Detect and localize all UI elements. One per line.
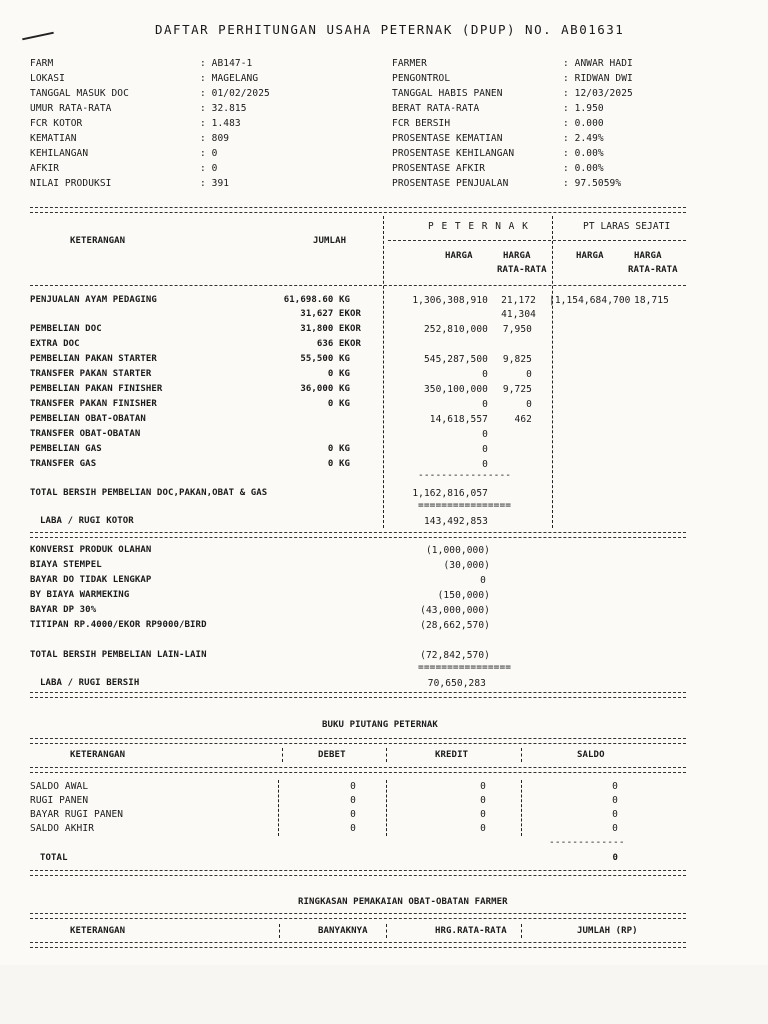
column-header-keterangan: KETERANGAN xyxy=(70,236,126,246)
column-divider xyxy=(279,924,280,938)
row-harga: 0 xyxy=(482,399,488,410)
header-label: LOKASI xyxy=(30,73,65,84)
subtotal-rule: ---------------- xyxy=(418,470,512,481)
row-value: 0 xyxy=(480,575,486,586)
row-avg: 462 xyxy=(514,414,532,425)
total-value: 70,650,283 xyxy=(427,678,486,689)
column-divider xyxy=(521,748,522,762)
column-header-pt: PT LARAS SEJATI xyxy=(583,221,671,232)
column-divider xyxy=(278,780,279,836)
header-label: AFKIR xyxy=(30,163,60,174)
header-value: : 0.000 xyxy=(563,118,604,129)
rule xyxy=(388,240,686,241)
total-label: TOTAL xyxy=(40,853,68,863)
column-header: KETERANGAN xyxy=(70,926,126,936)
row-label: BY BIAYA WARMEKING xyxy=(30,590,130,600)
header-value: : 1.950 xyxy=(563,103,604,114)
row-debet: 0 xyxy=(350,823,356,834)
row-qty: 55,500 KG xyxy=(300,354,350,364)
column-header: HRG.RATA-RATA xyxy=(435,926,507,936)
header-value: : 1.483 xyxy=(200,118,241,129)
column-header-jumlah: JUMLAH xyxy=(313,236,347,246)
row-qty: 0 KG xyxy=(327,369,350,379)
header-value: : 391 xyxy=(200,178,230,189)
row-qty: 61,698.60 KG xyxy=(283,295,350,305)
row-label: PEMBELIAN PAKAN STARTER xyxy=(30,354,157,364)
row-label: RUGI PANEN xyxy=(30,795,89,806)
section-title: BUKU PIUTANG PETERNAK xyxy=(322,720,438,730)
row-kredit: 0 xyxy=(480,809,486,820)
row-pt-avg: 18,715 xyxy=(634,295,669,306)
row-saldo: 0 xyxy=(612,823,618,834)
row-harga: 350,100,000 xyxy=(423,384,488,395)
header-label: FARMER xyxy=(392,58,427,69)
row-label: EXTRA DOC xyxy=(30,339,80,349)
double-rule xyxy=(30,738,686,744)
column-header: BANYAKNYA xyxy=(318,926,368,936)
header-label: PROSENTASE PENJUALAN xyxy=(392,178,509,189)
header-value: : 0.00% xyxy=(563,148,604,159)
row-label: BIAYA STEMPEL xyxy=(30,560,102,570)
total-label: TOTAL BERSIH PEMBELIAN DOC,PAKAN,OBAT & GAS xyxy=(30,488,268,498)
column-header: KREDIT xyxy=(435,750,469,760)
column-divider xyxy=(386,780,387,836)
column-divider xyxy=(282,748,283,762)
total-label: LABA / RUGI KOTOR xyxy=(40,516,134,526)
row-harga: 0 xyxy=(482,429,488,440)
row-label: TRANSFER PAKAN FINISHER xyxy=(30,399,157,409)
column-divider xyxy=(552,216,553,528)
row-qty: 0 KG xyxy=(327,459,350,469)
row-label: BAYAR DO TIDAK LENGKAP xyxy=(30,575,152,585)
header-value: : 809 xyxy=(200,133,230,144)
header-label: FCR KOTOR xyxy=(30,118,83,129)
row-harga: 0 xyxy=(482,444,488,455)
row-avg: 21,172 xyxy=(501,295,536,306)
header-label: TANGGAL HABIS PANEN xyxy=(392,88,503,99)
row-qty: 31,627 EKOR xyxy=(300,309,361,319)
double-rule xyxy=(30,692,686,698)
row-label: TITIPAN RP.4000/EKOR RP9000/BIRD xyxy=(30,620,207,630)
header-label: FCR BERSIH xyxy=(392,118,451,129)
double-rule xyxy=(30,913,686,919)
row-debet: 0 xyxy=(350,795,356,806)
column-header: DEBET xyxy=(318,750,346,760)
row-kredit: 0 xyxy=(480,823,486,834)
header-label: FARM xyxy=(30,58,54,69)
subtotal-rule: ------------- xyxy=(549,837,625,848)
header-label: PENGONTROL xyxy=(392,73,451,84)
row-label: PEMBELIAN PAKAN FINISHER xyxy=(30,384,163,394)
rule xyxy=(30,285,686,286)
row-label: PEMBELIAN DOC xyxy=(30,324,102,334)
row-avg: 41,304 xyxy=(501,309,536,320)
row-label: PEMBELIAN GAS xyxy=(30,444,102,454)
total-value: 1,162,816,057 xyxy=(412,488,488,499)
row-value: (30,000) xyxy=(443,560,490,571)
double-rule xyxy=(30,532,686,538)
column-header-harga-rata: HARGA xyxy=(503,251,531,261)
row-harga: 252,810,000 xyxy=(423,324,488,335)
row-saldo: 0 xyxy=(612,781,618,792)
total-label: LABA / RUGI BERSIH xyxy=(40,678,140,688)
row-qty: 0 KG xyxy=(327,444,350,454)
row-label: PENJUALAN AYAM PEDAGING xyxy=(30,295,157,305)
header-label: NILAI PRODUKSI xyxy=(30,178,112,189)
column-header-pt-harga-rata: RATA-RATA xyxy=(628,265,678,275)
row-debet: 0 xyxy=(350,781,356,792)
document-title: DAFTAR PERHITUNGAN USAHA PETERNAK (DPUP) NO. AB01631 xyxy=(155,22,625,37)
column-header: JUMLAH (RP) xyxy=(577,926,638,936)
row-avg: 7,950 xyxy=(502,324,532,335)
row-avg: 9,725 xyxy=(502,384,532,395)
row-label: PEMBELIAN OBAT-OBATAN xyxy=(30,414,146,424)
header-value: : MAGELANG xyxy=(200,73,259,84)
total-label: TOTAL BERSIH PEMBELIAN LAIN-LAIN xyxy=(30,650,207,660)
column-header-peternak: P E T E R N A K xyxy=(428,221,529,232)
header-value: : 2.49% xyxy=(563,133,604,144)
column-divider xyxy=(521,780,522,836)
row-avg: 0 xyxy=(526,399,532,410)
column-header-pt-harga: HARGA xyxy=(576,251,604,261)
row-qty: 36,000 KG xyxy=(300,384,350,394)
subtotal-rule: ================ xyxy=(418,500,512,511)
row-debet: 0 xyxy=(350,809,356,820)
header-label: TANGGAL MASUK DOC xyxy=(30,88,129,99)
row-harga: 1,306,308,910 xyxy=(412,295,488,306)
header-value: : 0 xyxy=(200,148,218,159)
header-value: : 12/03/2025 xyxy=(563,88,633,99)
header-label: PROSENTASE KEMATIAN xyxy=(392,133,503,144)
double-rule xyxy=(30,870,686,876)
column-header-harga-rata: RATA-RATA xyxy=(497,265,547,275)
header-value: : RIDWAN DWI xyxy=(563,73,633,84)
column-header: SALDO xyxy=(577,750,605,760)
column-header-harga: HARGA xyxy=(445,251,473,261)
header-label: UMUR RATA-RATA xyxy=(30,103,112,114)
header-label: BERAT RATA-RATA xyxy=(392,103,480,114)
row-label: TRANSFER OBAT-OBATAN xyxy=(30,429,141,439)
column-divider xyxy=(386,748,387,762)
row-value: (28,662,570) xyxy=(420,620,490,631)
section-title: RINGKASAN PEMAKAIAN OBAT-OBATAN FARMER xyxy=(298,897,508,907)
row-label: TRANSFER GAS xyxy=(30,459,97,469)
subtotal-rule: ================ xyxy=(418,662,512,673)
header-label: PROSENTASE AFKIR xyxy=(392,163,486,174)
row-label: TRANSFER PAKAN STARTER xyxy=(30,369,152,379)
double-rule xyxy=(30,767,686,773)
row-label: BAYAR RUGI PANEN xyxy=(30,809,124,820)
row-kredit: 0 xyxy=(480,795,486,806)
row-kredit: 0 xyxy=(480,781,486,792)
column-divider xyxy=(383,216,384,528)
header-value: : 97.5059% xyxy=(563,178,622,189)
row-avg: 0 xyxy=(526,369,532,380)
row-harga: 0 xyxy=(482,459,488,470)
total-value: 0 xyxy=(612,853,618,863)
row-saldo: 0 xyxy=(612,809,618,820)
column-header: KETERANGAN xyxy=(70,750,126,760)
row-avg: 9,825 xyxy=(502,354,532,365)
row-pt-harga: |1,154,684,700 xyxy=(549,295,631,306)
header-value: : AB147-1 xyxy=(200,58,253,69)
row-qty: 31,800 EKOR xyxy=(300,324,361,334)
row-label: SALDO AWAL xyxy=(30,781,89,792)
column-divider xyxy=(521,924,522,938)
row-harga: 14,618,557 xyxy=(429,414,488,425)
row-label: BAYAR DP 30% xyxy=(30,605,97,615)
column-divider xyxy=(386,924,387,938)
row-value: (43,000,000) xyxy=(420,605,490,616)
column-header-pt-harga-rata: HARGA xyxy=(634,251,662,261)
double-rule xyxy=(30,942,686,948)
row-harga: 0 xyxy=(482,369,488,380)
header-value: : 0.00% xyxy=(563,163,604,174)
row-qty: 0 KG xyxy=(327,399,350,409)
header-label: PROSENTASE KEHILANGAN xyxy=(392,148,515,159)
header-label: KEMATIAN xyxy=(30,133,77,144)
row-saldo: 0 xyxy=(612,795,618,806)
header-value: : ANWAR HADI xyxy=(563,58,633,69)
row-label: SALDO AKHIR xyxy=(30,823,95,834)
header-value: : 01/02/2025 xyxy=(200,88,270,99)
row-qty: 636 EKOR xyxy=(316,339,361,349)
total-value: 143,492,853 xyxy=(423,516,488,527)
row-label: KONVERSI PRODUK OLAHAN xyxy=(30,545,152,555)
row-harga: 545,287,500 xyxy=(423,354,488,365)
header-label: KEHILANGAN xyxy=(30,148,89,159)
row-value: (150,000) xyxy=(437,590,490,601)
header-value: : 0 xyxy=(200,163,218,174)
header-value: : 32.815 xyxy=(200,103,247,114)
row-value: (1,000,000) xyxy=(425,545,490,556)
total-value: (72,842,570) xyxy=(420,650,490,661)
double-rule xyxy=(30,207,686,213)
